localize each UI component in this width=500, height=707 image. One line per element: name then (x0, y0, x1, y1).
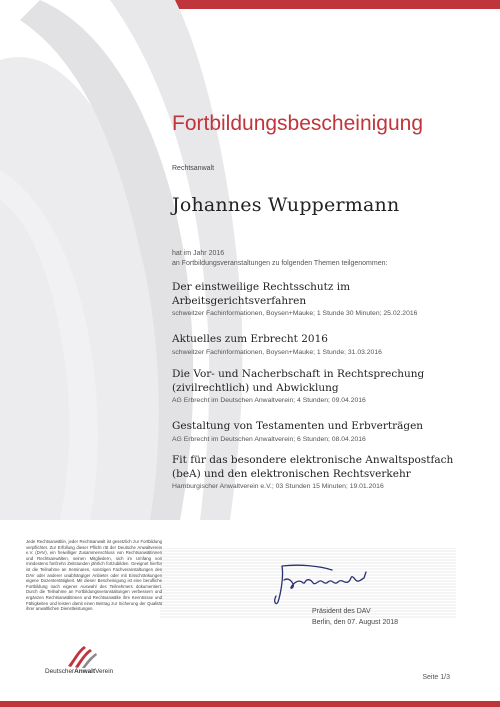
course-item (172, 333, 482, 358)
course-item (172, 281, 482, 319)
legal-notice-text: Jede Rechtsanwältin, jeder Rechtsanwalt ist gesetzlich zur Fortbildung verpflichtet. Zur Erfüllung dieser Pflicht rät der Deutsche Anwaltverein e.V. (DAV), ein freiwilliger Zusammenschluss von Rechtsanwältinnen und Rechtsanwälten, seinen Mitgliedern, sich im Umfang von mindestens fünfzehn Zeitstunden jährlich fortzubilden. Geeignet hierfür ist die Teilnahme an Seminaren, sonstigen Fachveranstaltungen des DAV oder anderer unabhängiger Anbieter oder mit Einschränkungen eigene Dozententätigkeit. Mit dieser Bescheinigung ist eine berufliche Fortbildung nach eigener Auswahl des Teilnehmers dokumentiert. Durch die Teilnahme an Fortbildungsveranstaltungen verbessern und ergänzen Rechtsanwältinnen und Rechtsanwälte ihre Kenntnisse und Fähigkeiten und leisten damit einen Beitrag zur Sicherung der Qualität ihrer anwaltlichen Dienstleistungen. (26, 539, 162, 612)
course-item (172, 420, 482, 445)
course-item (172, 368, 482, 406)
course-title-line-2: Arbeitsgerichtsverfahren (172, 294, 307, 307)
course-meta: Hamburgischer Anwaltverein e.V.; 03 Stunden 15 Minuten; 19.01.2016 (172, 483, 384, 490)
course-title-line-2: (beA) und den elektronischen Rechtsverkehr (172, 467, 411, 480)
document-title: Fortbildungsbescheinigung (172, 112, 424, 135)
page-number: Seite 1/3 (422, 674, 450, 681)
logo-text-bold: Anwalt (74, 668, 96, 675)
signer-place-date: Berlin, den 07. August 2018 (312, 619, 399, 626)
course-title-line-1: Fit für das besondere elektronische Anwaltspostfach (172, 454, 454, 466)
signature-image (270, 558, 400, 608)
course-title (172, 420, 482, 434)
dav-logo-icon (66, 644, 98, 668)
course-title (172, 281, 482, 308)
course-title (172, 333, 482, 347)
course-title (172, 454, 482, 481)
recipient-name: Johannes Wuppermann (172, 194, 400, 216)
intro-text (172, 249, 387, 269)
course-meta: schweitzer Fachinformationen, Boysen+Mauke; 1 Stunde; 31.03.2016 (172, 348, 382, 356)
course-title-line-1: Die Vor- und Nacherbschaft in Rechtsprechung (172, 368, 425, 380)
course-title-line-1: Aktuelles zum Erbrecht 2016 (172, 333, 328, 345)
course-meta: AG Erbrecht im Deutschen Anwaltverein; 6 Stunden; 08.04.2016 (172, 435, 366, 443)
intro-line-2: an Fortbildungsveranstaltungen zu folgenden Themen teilgenommen: (172, 260, 388, 267)
signer-block (312, 606, 398, 628)
intro-line-1: hat im Jahr 2016 (172, 250, 225, 257)
dav-logo-text (45, 668, 113, 675)
course-meta: AG Erbrecht im Deutschen Anwaltverein; 4 Stunden; 09.04.2016 (172, 397, 366, 404)
bottom-accent-bar (0, 701, 500, 707)
course-title-line-2: (zivilrechtlich) und Abwicklung (172, 381, 339, 394)
logo-text-prefix: Deutscher (45, 668, 75, 675)
signer-title: Präsident des DAV (312, 608, 371, 615)
course-item (172, 454, 482, 492)
course-title-line-1: Gestaltung von Testamenten und Erbverträgen (172, 420, 424, 432)
recipient-role: Rechtsanwalt (172, 165, 215, 172)
course-title-line-1: Der einstweilige Rechtsschutz im (172, 281, 351, 293)
course-meta: schweitzer Fachinformationen, Boysen+Mauke; 1 Stunde 30 Minuten; 25.02.2016 (172, 310, 418, 317)
logo-text-suffix: Verein (95, 668, 114, 675)
course-title (172, 368, 482, 395)
